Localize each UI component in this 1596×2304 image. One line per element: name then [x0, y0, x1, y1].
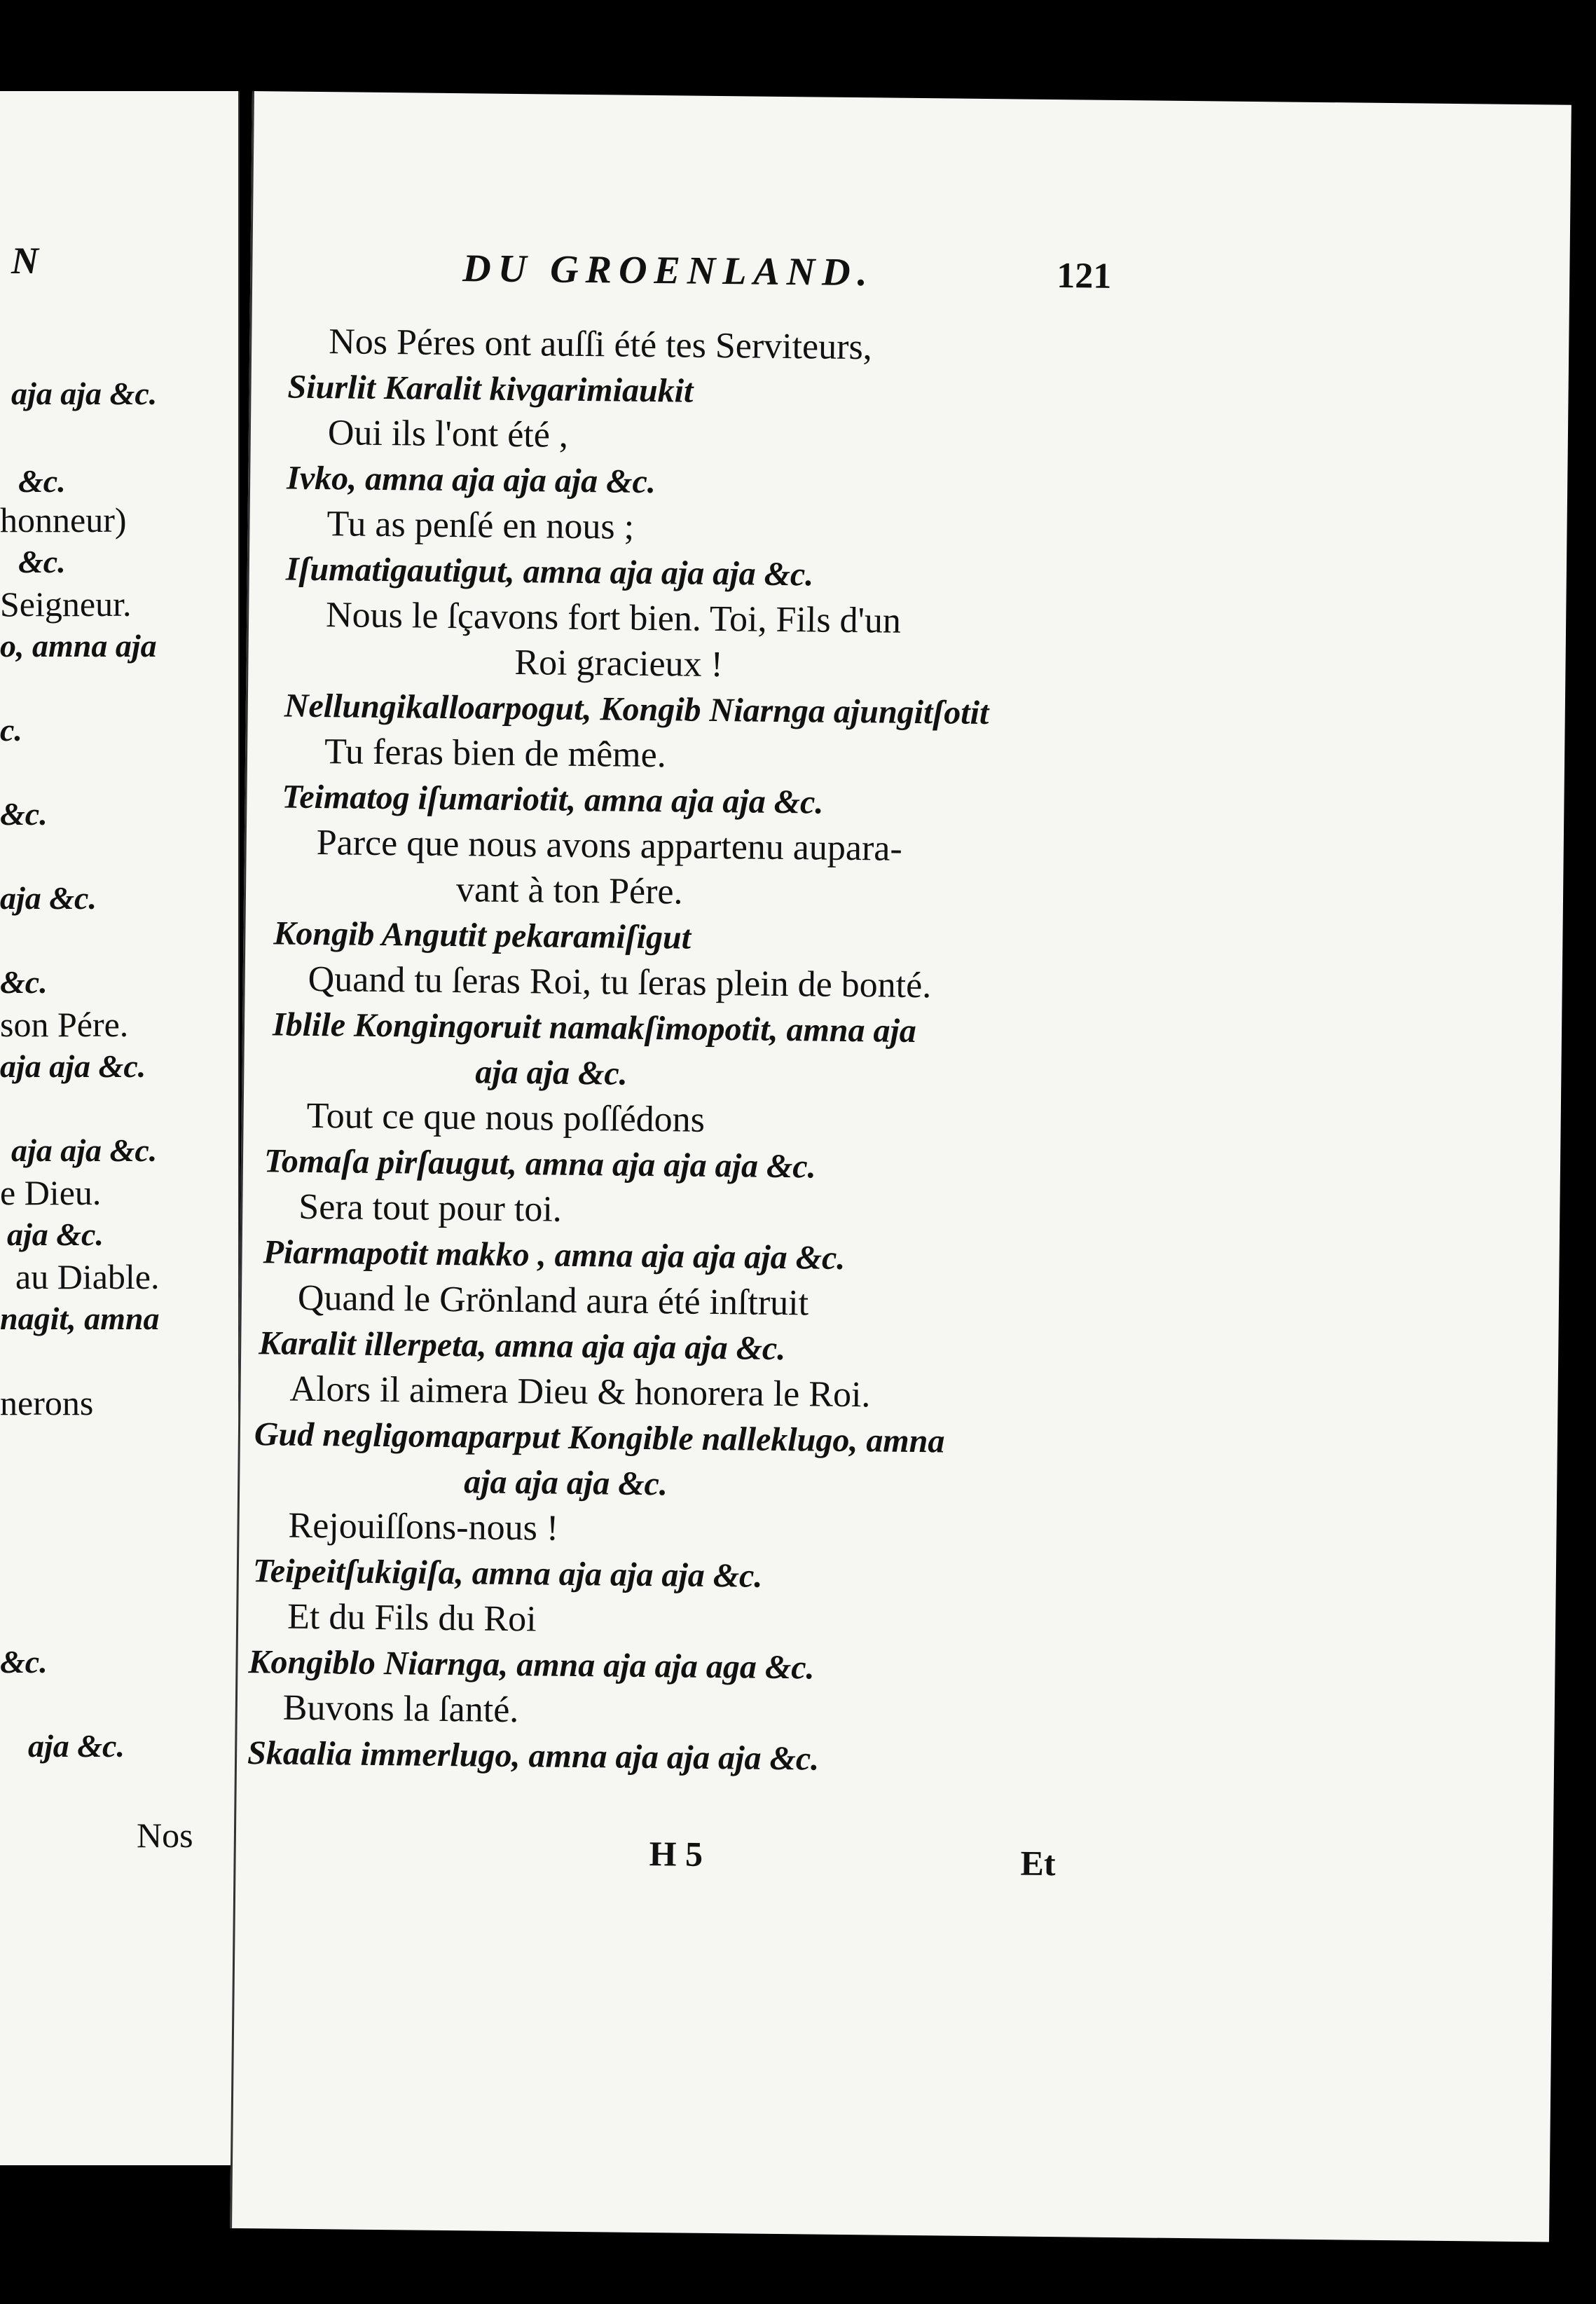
right-page [230, 91, 1571, 2242]
signature-mark: H 5 [649, 1834, 703, 1874]
left-line: aja aja &c. [11, 1132, 158, 1168]
text-line: aja aja &c. [475, 1053, 628, 1092]
left-line: c. [0, 712, 22, 748]
text-line: Siurlit Karalit kivgarimiaukit [287, 368, 694, 410]
text-line: Quand tu ſeras Roi, tu ſeras plein de bonté. [308, 959, 932, 1006]
running-head: DU GROENLAND. [462, 247, 875, 295]
left-page [0, 91, 240, 2165]
left-catchword: Nos [137, 1816, 193, 1855]
text-line: Karalit illerpeta, amna aja aja aja &c. [259, 1324, 786, 1368]
left-running-head-fragment: N [11, 240, 39, 282]
left-line: aja aja &c. [0, 1048, 146, 1084]
left-line: aja &c. [28, 1728, 125, 1764]
page-number: 121 [1057, 256, 1112, 296]
left-line: &c. [18, 463, 66, 499]
left-line: o, amna aja [0, 628, 157, 664]
text-line: Kongib Angutit pekaramiſigut [273, 914, 692, 956]
left-line: aja &c. [7, 1216, 104, 1252]
text-line: Kongiblo Niarnga, amna aja aja aga &c. [248, 1643, 815, 1687]
left-line: aja aja &c. [11, 376, 158, 411]
text-line: Quand le Grönland aura été inſtruit [297, 1277, 809, 1324]
text-line: Nellungikalloarpogut, Kongib Niarnga ajungitſotit [284, 687, 989, 732]
left-line: nerons [0, 1383, 94, 1422]
text-line: Tout ce que nous poſſédons [306, 1095, 706, 1140]
text-line: Alors il aimera Dieu & honorera le Roi. [289, 1369, 871, 1415]
left-line: Seigneur. [0, 584, 132, 624]
left-line: son Pére. [0, 1005, 129, 1044]
text-line: vant à ton Pére. [455, 870, 683, 912]
left-line: nagit, amna [0, 1301, 160, 1336]
text-line: Buvons la ſanté. [282, 1687, 519, 1731]
text-line: Tu as penſé en nous ; [326, 504, 635, 547]
text-line: Teipeitſukigiſa, amna aja aja aja &c. [252, 1552, 763, 1595]
text-line: Iblile Kongingoruit namakſimopotit, amna aja [272, 1006, 917, 1050]
text-line: Nos Péres ont auſſi été tes Serviteurs, [328, 322, 873, 368]
text-line: Parce que nous avons appartenu aupara- [316, 823, 903, 869]
text-line: Nous le ſçavons fort bien. Toi, Fils d'un [325, 595, 902, 641]
left-line: aja &c. [0, 880, 97, 916]
left-line: e Dieu. [0, 1173, 102, 1212]
left-line: &c. [0, 796, 48, 832]
left-line: &c. [18, 544, 66, 580]
text-line: Teimatog iſumariotit, amna aja aja &c. [282, 778, 824, 821]
text-line: Sera tout pour toi. [298, 1186, 563, 1230]
text-line: Et du Fils du Roi [287, 1596, 537, 1640]
text-line: Tomaſa pirſaugut, amna aja aja aja &c. [263, 1142, 816, 1186]
text-line: Skaalia immerlugo, amna aja aja aja &c. [247, 1734, 820, 1778]
left-line: honneur) [0, 500, 127, 540]
text-line: Gud negligomaparput Kongible nalleklugo, amna [254, 1415, 945, 1460]
text-line: aja aja aja &c. [463, 1463, 668, 1503]
text-line: Ivko, amna aja aja aja &c. [286, 459, 656, 501]
text-line: Tu feras bien de même. [324, 732, 667, 776]
text-line: Rejouiſſons-nous ! [288, 1505, 559, 1549]
left-line: &c. [0, 1644, 48, 1680]
text-line: Iſumatigautigut, amna aja aja aja &c. [285, 550, 814, 594]
text-line: Roi gracieux ! [514, 642, 724, 685]
text-line: Piarmapotit makko , amna aja aja aja &c. [263, 1233, 846, 1277]
catchword: Et [1020, 1843, 1056, 1884]
text-line: Oui ils l'ont été , [327, 413, 569, 455]
left-line: au Diable. [15, 1257, 160, 1296]
left-line: &c. [0, 964, 48, 1000]
